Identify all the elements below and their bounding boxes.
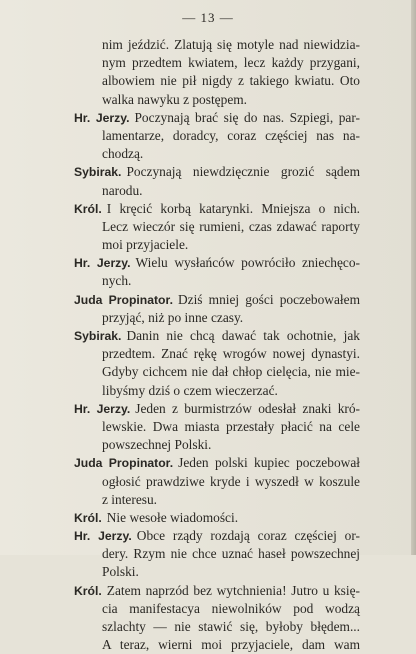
drama-text: [74, 36, 360, 654]
line-text: Poczynają niewdzięcznie grozić sądem: [126, 164, 360, 180]
line-text: libyśmy dziś o czem wieczerzać.: [102, 382, 278, 398]
text-line: [74, 54, 360, 72]
line-text: Jeden polski kupiec poczebował: [178, 455, 360, 471]
speaker-name: Hr. Jerzy.: [74, 401, 131, 416]
text-line: [74, 163, 360, 181]
speaker-name: Sybirak.: [74, 165, 122, 180]
line-text: Danin nie chcą dawać tak ochotnie, jak: [126, 328, 360, 343]
line-text: Poczynają brać się do nas. Szpiegi, par-: [134, 109, 361, 125]
text-line: [74, 327, 360, 345]
text-line: [74, 418, 360, 436]
line-text: Obce rządy rozdają coraz częściej or-: [136, 528, 361, 544]
page-number: — 13 —: [182, 10, 234, 25]
text-line: [74, 272, 360, 290]
text-line: [74, 182, 360, 200]
line-text: chodzą.: [102, 146, 144, 162]
text-line: [74, 200, 360, 218]
text-line: [74, 618, 360, 636]
line-text: przyjąć, niż po inne czasy.: [102, 309, 244, 325]
speaker-name: Hr. Jerzy.: [74, 256, 131, 271]
text-line: [74, 491, 360, 509]
line-text: nim jeździć. Zlatują się motyle nad niewidzia-: [102, 37, 360, 52]
line-text: cia manifestacya niewolników pod wodzą: [102, 600, 360, 616]
line-text: Dziś mniej gości poczebowałem: [177, 291, 361, 307]
text-line: [74, 527, 360, 545]
text-line: [74, 254, 360, 272]
text-line: [74, 563, 360, 581]
line-text: szlachty — nie stawić się, byłoby błędem...: [102, 619, 360, 634]
text-line: [74, 72, 360, 90]
line-text: Lecz wieczór się rumieni, czas zdawać raporty: [102, 218, 360, 234]
speaker-name: Król.: [74, 510, 102, 525]
line-text: albowiem nie pił nigdy z takiego kwiatu. Oto: [102, 73, 360, 89]
text-line: [74, 218, 360, 236]
line-text: powszechnej Polski.: [102, 437, 212, 453]
line-text: Polski.: [102, 564, 139, 580]
text-line: [74, 400, 360, 418]
line-text: przedtem. Znać rękę wrogów nowej dynastyi.: [102, 346, 360, 362]
speaker-name: Juda Propinator.: [74, 456, 174, 471]
text-line: [74, 454, 360, 472]
line-text: Zatem naprzód bez wytchnienia! Jutro u księ-: [106, 582, 360, 598]
text-line: [74, 236, 360, 254]
line-text: walka nawyku z postępem.: [102, 91, 248, 107]
line-text: Wielu wysłańców powróciło zniechęco-: [135, 255, 361, 271]
line-text: A teraz, wierni moi przyjaciele, dam wam: [102, 637, 360, 653]
line-text: ogłosić prawdziwe kryde i wyszedł w koszule: [102, 473, 360, 489]
line-text: Nie wesołe wiadomości.: [106, 509, 239, 525]
text-line: [74, 345, 360, 363]
text-line: [74, 636, 360, 654]
line-text: nym przedtem kwiatem, lecz każdy przygani,: [102, 55, 360, 71]
speaker-name: Hr. Jerzy.: [74, 110, 130, 125]
text-line: [74, 509, 360, 527]
text-line: [74, 436, 360, 454]
text-line: [74, 600, 360, 618]
text-line: [74, 109, 360, 127]
line-text: lamentarze, doradcy, coraz częściej nas na-: [102, 127, 360, 143]
line-text: lewskie. Dwa miasta przestały płacić na cele: [102, 418, 360, 434]
line-text: nych.: [102, 273, 132, 289]
speaker-name: Hr. Jerzy.: [74, 529, 132, 544]
page-edge: [411, 0, 416, 555]
speaker-name: Sybirak.: [74, 329, 122, 343]
line-text: z interesu.: [102, 491, 158, 507]
line-text: Jeden z burmistrzów odesłał znaki kró-: [135, 400, 361, 416]
speaker-name: Juda Propinator.: [74, 292, 173, 307]
line-text: dery. Rzym nie chce uznać haseł powszechnej: [102, 546, 360, 562]
text-line: [74, 582, 360, 600]
line-text: moi przyjaciele.: [102, 237, 189, 253]
text-line: [74, 36, 360, 54]
text-line: [74, 545, 360, 563]
line-text: narodu.: [102, 182, 143, 198]
line-text: Gdyby cichcem nie dał chłop cielęcia, nie mie-: [102, 364, 360, 380]
text-line: [74, 91, 360, 109]
text-line: [74, 127, 360, 145]
text-line: [74, 363, 360, 381]
text-line: [74, 291, 360, 309]
text-line: [74, 145, 360, 163]
text-line: [74, 382, 360, 400]
text-line: [74, 309, 360, 327]
speaker-name: Król.: [74, 201, 102, 216]
line-text: I kręcić korbą katarynki. Mniejsza o nich.: [106, 200, 360, 216]
speaker-name: Król.: [74, 583, 102, 598]
text-line: [74, 473, 360, 491]
